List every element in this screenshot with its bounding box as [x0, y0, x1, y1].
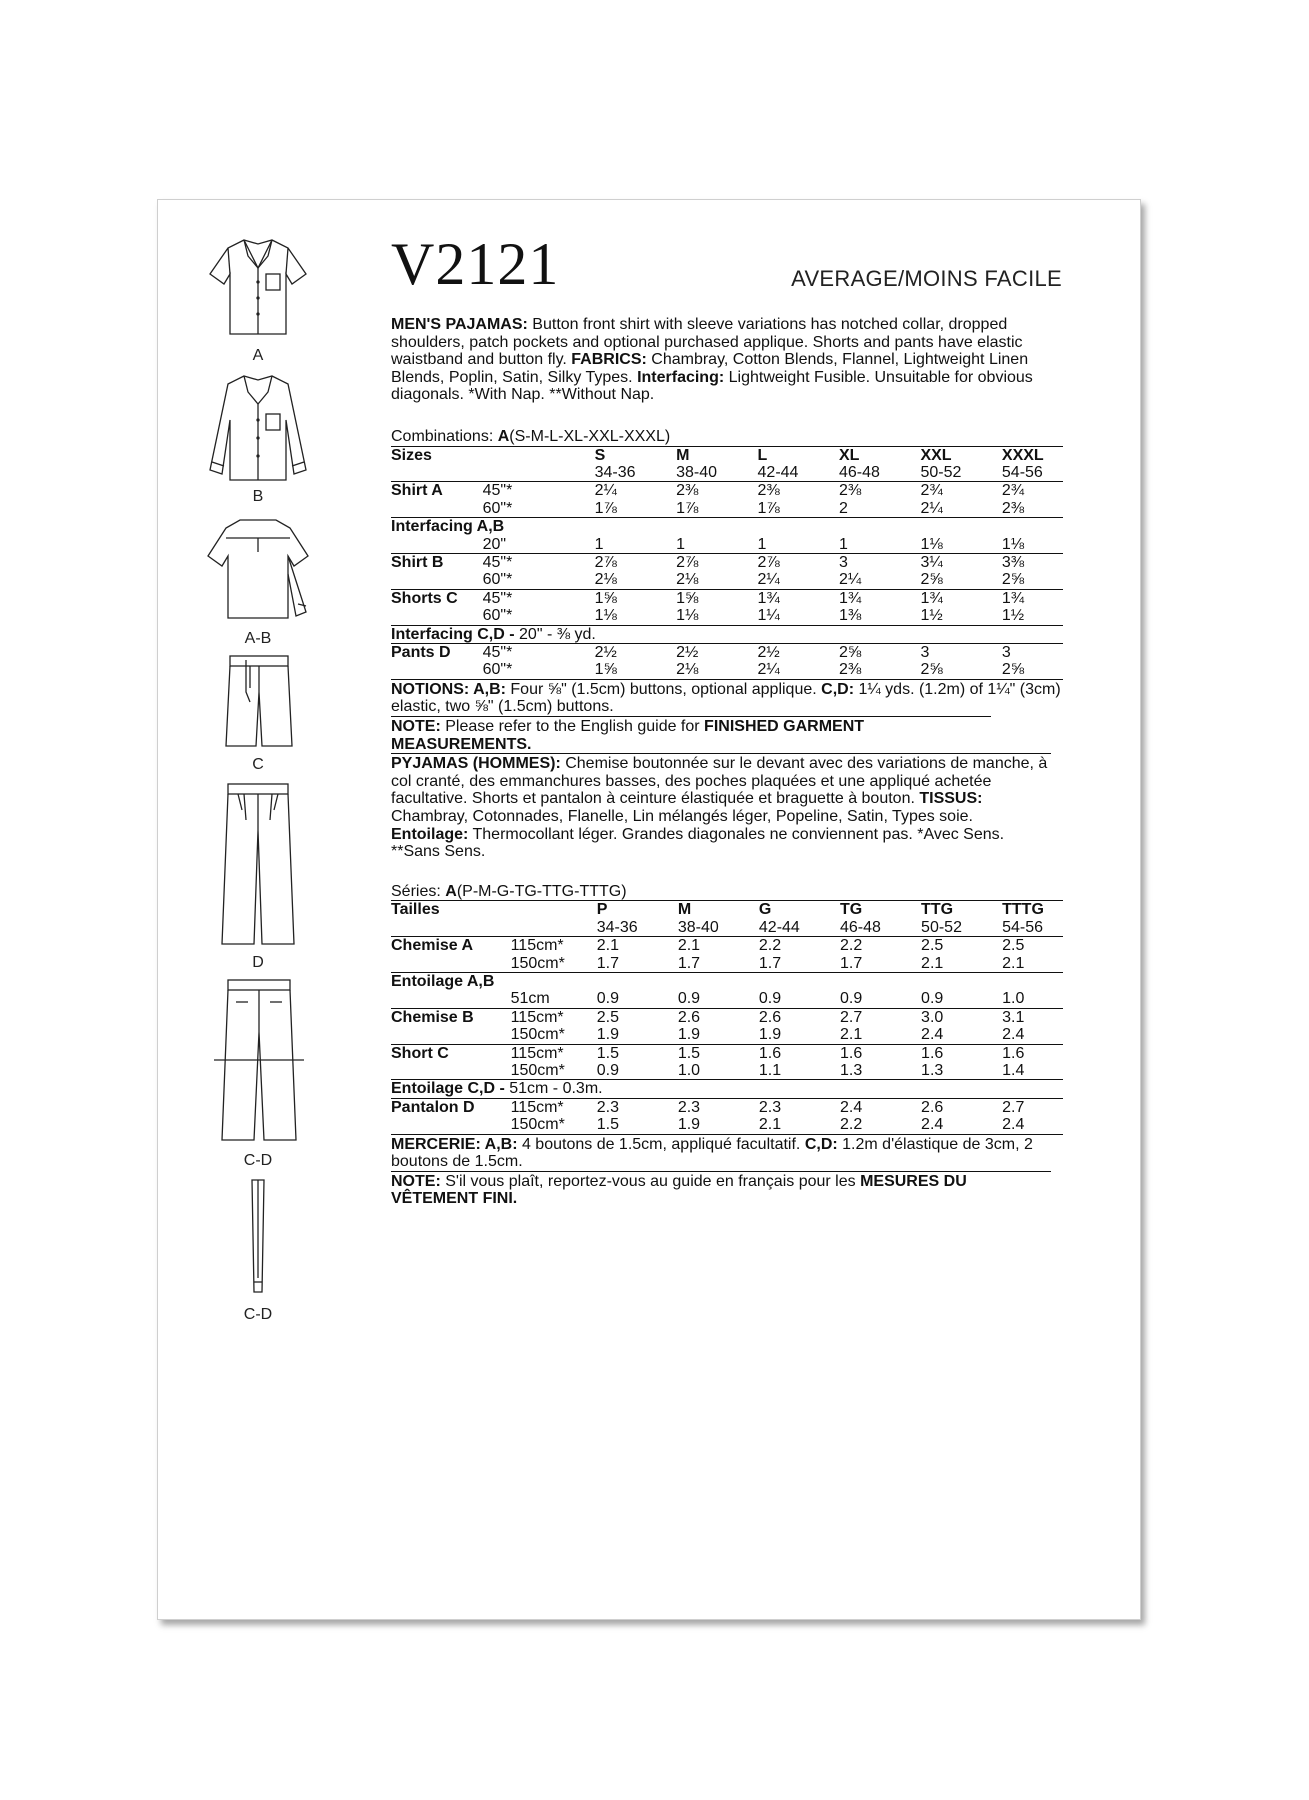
- interfacing-text: Lightweight Fusible. Unsuitable for obvious diagonals. *With Nap. **Without Nap.: [391, 368, 1033, 404]
- combo-sizes: (S-M-L-XL-XXL-XXXL): [509, 427, 671, 445]
- row-label: Chemise B: [391, 1008, 511, 1026]
- yardage-value: 1⅛: [594, 607, 617, 625]
- table-row: [391, 518, 1063, 536]
- yardage-value: 2: [838, 499, 848, 517]
- yardage-value: 2.4: [921, 1026, 944, 1044]
- yardage-value: 1.0: [677, 1062, 701, 1080]
- yardage-value: 2.3: [597, 1098, 678, 1116]
- yardage-value: 2¼: [757, 661, 780, 679]
- table-row: [391, 973, 1063, 991]
- fr-note-text: S'il vous plaît, reportez-vous au guide en français pour les: [440, 1172, 861, 1190]
- fr-notions-cd-text: 1.2m d'élastique de 3cm, 2 boutons de 1.5cm.: [391, 1135, 1033, 1171]
- note-lead: NOTE:: [391, 718, 441, 736]
- table-row: [391, 644, 1063, 662]
- yardage-value: 1: [757, 535, 767, 553]
- yardage-value: 2⅝: [920, 571, 943, 589]
- fabric-width: 115cm*: [511, 937, 597, 955]
- yardage-value: 1.7: [839, 954, 863, 972]
- yardage-value: 2⅛: [594, 571, 617, 589]
- yardage-value: 2.7: [840, 1008, 921, 1026]
- yardage-value: 1⅝: [676, 589, 757, 607]
- series-letter: A: [445, 882, 457, 900]
- fabric-width: 45"*: [483, 644, 595, 662]
- yardage-value: 1¾: [1002, 589, 1063, 607]
- fabric-width: 150cm*: [510, 1026, 565, 1044]
- yardage-value: 1.7: [758, 954, 782, 972]
- yardage-value: 1½: [920, 607, 943, 625]
- notions-cd-text: 1¼ yds. (1.2m) of 1¼" (3cm) elastic, two ⅝" (1.5cm) buttons.: [391, 680, 1061, 716]
- table-row: [391, 1026, 1063, 1044]
- yardage-value: 3¼: [920, 554, 1001, 572]
- yardage-value: 2⅝: [920, 661, 943, 679]
- yardage-value: 1.9: [677, 1026, 701, 1044]
- yardage-value: 2.1: [597, 937, 678, 955]
- size-code: TTG: [921, 901, 954, 919]
- french-description: [391, 753, 1051, 861]
- size-range: 46-48: [838, 463, 880, 481]
- row-label: Interfacing C,D -: [391, 625, 520, 643]
- yardage-value: 2.4: [921, 1116, 944, 1134]
- tailles-header: Tailles: [391, 901, 511, 919]
- size-range: 50-52: [921, 918, 962, 936]
- yardage-value: 1⅛: [676, 607, 699, 625]
- yardage-value: 2.6: [921, 1098, 1002, 1116]
- fabric-width: 60"*: [482, 571, 513, 589]
- table-row: [391, 661, 1063, 678]
- yardage-value: 2½: [758, 644, 839, 662]
- figure-label-a-b: A-B: [244, 630, 272, 647]
- yardage-value: 1.4: [1002, 1062, 1025, 1080]
- table-row: [391, 464, 1063, 482]
- yardage-value: 2¼: [595, 482, 676, 500]
- fabric-width: 60"*: [482, 661, 513, 679]
- fr-notions-text: 4 boutons de 1.5cm, appliqué facultatif.: [517, 1135, 805, 1153]
- yardage-value: 2.4: [1002, 1026, 1025, 1044]
- table-row: [391, 446, 1063, 464]
- row-label: Interfacing A,B: [391, 518, 1063, 536]
- table-row: [391, 482, 1063, 500]
- fabric-width: 60"*: [482, 499, 513, 517]
- fabric-width: 115cm*: [511, 1098, 597, 1116]
- yardage-value: 2⅛: [676, 571, 699, 589]
- yardage-value: 1⅞: [676, 499, 699, 517]
- size-range: 42-44: [758, 918, 800, 936]
- yardage-value: 1: [838, 535, 848, 553]
- series-prefix: Séries:: [391, 882, 446, 900]
- table-row: [391, 901, 1063, 919]
- yardage-value: 2.1: [758, 1116, 782, 1134]
- row-text: 20" - ⅜ yd.: [519, 625, 596, 643]
- row-label: Chemise A: [391, 937, 511, 955]
- fabric-width: 45"*: [483, 482, 595, 500]
- yardage-value: 2.7: [1002, 1098, 1063, 1116]
- fabric-width: 150cm*: [510, 1116, 565, 1134]
- yardage-value: 2.4: [1002, 1116, 1025, 1134]
- sizes-header: Sizes: [391, 446, 483, 464]
- row-label: Short C: [391, 1044, 511, 1062]
- size-code: XL: [838, 446, 860, 464]
- english-notions: [391, 679, 1063, 716]
- fr-note-bold: MESURES DU VÊTEMENT FINI.: [391, 1172, 967, 1208]
- size-range: 34-36: [594, 463, 636, 481]
- yardage-value: 0.9: [596, 1062, 619, 1080]
- yardage-value: 2⅛: [676, 661, 699, 679]
- figure-label-c-d: C-D: [243, 1152, 273, 1169]
- yardage-value: 2¼: [838, 571, 862, 589]
- yardage-value: 2⅜: [1001, 499, 1025, 517]
- yardage-value: 3.0: [921, 1008, 1002, 1026]
- table-row: [391, 919, 1063, 937]
- yardage-value: 1.3: [839, 1062, 863, 1080]
- size-code: XXXL: [1001, 446, 1044, 464]
- figure-label-a: A: [252, 347, 264, 364]
- yardage-value: 2.2: [840, 937, 921, 955]
- yardage-value: 1.6: [921, 1044, 1002, 1062]
- fr-desc-text: Chemise boutonnée sur le devant avec des variations de manche, à col cranté, des emmanchures basses, des poches plaquées et une appliqué achetée facultative. Shorts et pantalon à ceinture élastiquée et braguette à bouton.: [391, 755, 1048, 808]
- row-label: Entoilage C,D -: [391, 1080, 510, 1098]
- yardage-value: 1⅛: [1001, 535, 1025, 553]
- row-label: Pants D: [391, 644, 483, 662]
- pattern-envelope-back: [157, 199, 1141, 1620]
- english-description: [391, 316, 1063, 404]
- yardage-value: 2⅝: [1001, 661, 1025, 679]
- yardage-value: 2⅜: [838, 661, 862, 679]
- size-range: 46-48: [839, 918, 881, 936]
- size-code: XXL: [920, 446, 952, 464]
- size-code: TG: [839, 901, 863, 919]
- size-range: 54-56: [1002, 918, 1044, 936]
- yardage-value: 1¾: [920, 589, 1001, 607]
- yardage-value: 0.9: [758, 990, 782, 1008]
- yardage-table-english: [391, 446, 1063, 679]
- row-label: Pantalon D: [391, 1098, 511, 1116]
- fabric-width: 60"*: [482, 607, 513, 625]
- row-label: Shirt A: [391, 482, 483, 500]
- difficulty-level: AVERAGE/MOINS FACILE: [791, 266, 1062, 291]
- yardage-value: 1.9: [677, 1116, 701, 1134]
- yardage-value: 0.9: [839, 990, 863, 1008]
- yardage-value: 2⅜: [676, 482, 757, 500]
- fabric-width: 45"*: [483, 554, 595, 572]
- waistband-tie-icon: [246, 1178, 270, 1298]
- yardage-value: 2⅜: [839, 482, 920, 500]
- row-label: Entoilage A,B: [391, 973, 1063, 991]
- row-text: 51cm - 0.3m.: [509, 1080, 603, 1098]
- yardage-value: 3: [839, 554, 920, 572]
- yardage-value: 1.5: [597, 1044, 678, 1062]
- fabric-width: 150cm*: [510, 1062, 565, 1080]
- table-row: [391, 554, 1063, 572]
- combo-letter: A: [497, 427, 510, 445]
- fr-fabrics-text: Chambray, Cotonnades, Flanelle, Lin mélangés léger, Popeline, Satin, Types soie.: [391, 808, 973, 825]
- yardage-value: 1⅝: [594, 661, 617, 679]
- yardage-value: 1.9: [596, 1026, 619, 1044]
- shirt-back-icon: [202, 512, 314, 628]
- pants-back-icon: [214, 976, 304, 1146]
- yardage-value: 1½: [1001, 607, 1025, 625]
- fabric-width: 20": [482, 535, 507, 553]
- fabrics-lead: FABRICS:: [571, 351, 647, 369]
- size-code: M: [676, 446, 690, 464]
- yardage-value: 1.7: [677, 954, 701, 972]
- yardage-value: 3.1: [1002, 1008, 1063, 1026]
- size-code: L: [757, 446, 768, 464]
- fr-desc-lead: PYJAMAS (HOMMES):: [391, 755, 561, 773]
- pants-front-icon: [220, 780, 296, 950]
- size-range: 54-56: [1001, 463, 1043, 481]
- table-row: [391, 607, 1063, 625]
- size-code: G: [758, 901, 772, 919]
- size-code: S: [594, 446, 606, 464]
- long-sleeve-shirt-front-icon: [202, 370, 314, 486]
- yardage-value: 3: [920, 644, 1001, 662]
- figure-label-d: D: [252, 954, 264, 971]
- fr-note-lead: NOTE:: [391, 1172, 441, 1190]
- fabric-width: 150cm*: [510, 954, 565, 972]
- yardage-value: 1.6: [1002, 1044, 1063, 1062]
- yardage-value: 2¼: [920, 499, 943, 517]
- combo-prefix: Combinations:: [391, 427, 498, 445]
- yardage-value: 2.6: [678, 1008, 759, 1026]
- yardage-value: 0.9: [921, 990, 944, 1008]
- french-note: [391, 1171, 1051, 1208]
- table-row: [391, 500, 1063, 518]
- yardage-value: 2.1: [921, 954, 944, 972]
- size-range: 50-52: [920, 463, 962, 481]
- yardage-value: 1¾: [839, 589, 920, 607]
- yardage-value: 1¼: [757, 607, 780, 625]
- pattern-number: V2121: [391, 231, 560, 297]
- size-code: M: [677, 901, 692, 919]
- table-row: [391, 955, 1063, 973]
- yardage-value: 2½: [595, 644, 676, 662]
- notions-lead: NOTIONS: A,B:: [391, 680, 506, 698]
- yardage-value: 2.1: [839, 1026, 863, 1044]
- fr-notions-cd-lead: C,D:: [804, 1135, 838, 1153]
- yardage-value: 1.3: [921, 1062, 944, 1080]
- yardage-value: 1.6: [840, 1044, 921, 1062]
- yardage-value: 1⅜: [838, 607, 862, 625]
- row-label: Shorts C: [391, 589, 483, 607]
- yardage-value: 3⅜: [1002, 554, 1063, 572]
- yardage-value: 1.5: [596, 1116, 619, 1134]
- size-code: TTTG: [1002, 901, 1044, 919]
- table-row: [391, 1116, 1063, 1133]
- notions-text: Four ⅝" (1.5cm) buttons, optional applique.: [505, 680, 822, 698]
- fr-fabrics-lead: TISSUS:: [919, 790, 983, 808]
- table-row: [391, 589, 1063, 607]
- table-row: [391, 536, 1063, 554]
- pattern-details: [391, 316, 1063, 1208]
- yardage-value: 2.2: [839, 1116, 863, 1134]
- yardage-value: 2¾: [920, 482, 1001, 500]
- fr-interfacing-text: Thermocollant léger. Grandes diagonales ne conviennent pas. *Avec Sens. **Sans Sens.: [391, 825, 1005, 861]
- note-text: Please refer to the English guide for: [440, 718, 705, 736]
- yardage-value: 1.7: [596, 954, 619, 972]
- yardage-table-french: [391, 900, 1063, 1133]
- series-line: [391, 883, 1063, 901]
- row-label: Shirt B: [391, 554, 483, 572]
- figure-label-b: B: [252, 488, 264, 505]
- yardage-value: 1⅛: [920, 535, 943, 553]
- figure-label-c-d-tie: C-D: [243, 1306, 273, 1323]
- note-bold: FINISHED GARMENT MEASUREMENTS.: [391, 718, 865, 753]
- fabrics-text: Chambray, Cotton Blends, Flannel, Lightweight Linen Blends, Poplin, Satin, Silky Types.: [391, 351, 1029, 386]
- yardage-value: 2⅝: [1001, 571, 1025, 589]
- series-sizes: (P-M-G-TG-TTG-TTTG): [456, 882, 627, 900]
- table-row: [391, 1062, 1063, 1080]
- table-row: [391, 571, 1063, 589]
- yardage-value: 2.3: [759, 1098, 840, 1116]
- table-row: [391, 1098, 1063, 1116]
- technical-drawings: [158, 200, 358, 1619]
- yardage-value: 1⅝: [595, 589, 676, 607]
- yardage-value: 3: [1002, 644, 1063, 662]
- yardage-value: 2.5: [597, 1008, 678, 1026]
- size-range: 34-36: [596, 918, 638, 936]
- table-row: [391, 990, 1063, 1008]
- table-row: [391, 937, 1063, 955]
- yardage-value: 2⅞: [595, 554, 676, 572]
- table-row: [391, 1008, 1063, 1026]
- yardage-value: 2¼: [757, 571, 780, 589]
- yardage-value: 1.9: [758, 1026, 782, 1044]
- french-notions: [391, 1134, 1063, 1171]
- fabric-width: 51cm: [510, 990, 550, 1008]
- yardage-value: 2⅜: [758, 482, 839, 500]
- fabric-width: 115cm*: [511, 1044, 597, 1062]
- yardage-value: 2½: [676, 644, 757, 662]
- yardage-value: 2⅞: [758, 554, 839, 572]
- shorts-icon: [224, 652, 294, 752]
- figure-label-c: C: [252, 756, 264, 773]
- yardage-value: 2⅞: [676, 554, 757, 572]
- size-range: 42-44: [757, 463, 799, 481]
- yardage-value: 1: [594, 535, 604, 553]
- english-note: [391, 716, 991, 753]
- short-sleeve-shirt-front-icon: [206, 234, 310, 338]
- size-range: 38-40: [676, 463, 717, 481]
- combinations-line: [391, 428, 1063, 446]
- yardage-value: 2.2: [759, 937, 840, 955]
- interfacing-lead: Interfacing:: [637, 368, 725, 386]
- table-row: [391, 1080, 1063, 1098]
- yardage-value: 2.1: [1002, 954, 1025, 972]
- yardage-value: 2.6: [759, 1008, 840, 1026]
- fr-interfacing-lead: Entoilage:: [391, 825, 469, 843]
- desc-lead: MEN'S PAJAMAS:: [391, 316, 528, 333]
- yardage-value: 1⅞: [594, 499, 617, 517]
- yardage-value: 1.1: [758, 1062, 782, 1080]
- table-row: [391, 1044, 1063, 1062]
- yardage-value: 1.0: [1002, 990, 1025, 1008]
- notions-cd-lead: C,D:: [821, 680, 855, 698]
- yardage-value: 2⅝: [839, 644, 920, 662]
- yardage-value: 2.3: [678, 1098, 759, 1116]
- fr-notions-lead: MERCERIE: A,B:: [391, 1135, 518, 1153]
- yardage-value: 2.4: [840, 1098, 921, 1116]
- yardage-value: 1.5: [678, 1044, 759, 1062]
- yardage-value: 2.5: [1002, 937, 1063, 955]
- yardage-value: 2.1: [678, 937, 759, 955]
- yardage-value: 1⅞: [757, 499, 780, 517]
- yardage-value: 1: [676, 535, 685, 553]
- yardage-value: 1.6: [759, 1044, 840, 1062]
- yardage-value: 1¾: [758, 589, 839, 607]
- desc-text: Button front shirt with sleeve variations has notched collar, dropped shoulders, patch pockets and optional purchased applique. Shorts and pants have elastic waistband and button fly.: [391, 316, 1023, 369]
- fabric-width: 115cm*: [511, 1008, 597, 1026]
- yardage-value: 2.5: [921, 937, 1002, 955]
- yardage-value: 0.9: [677, 990, 701, 1008]
- fabric-width: 45"*: [483, 589, 595, 607]
- table-row: [391, 625, 1063, 643]
- yardage-value: 0.9: [596, 990, 619, 1008]
- yardage-value: 2¾: [1002, 482, 1063, 500]
- size-code: P: [596, 901, 608, 919]
- size-range: 38-40: [677, 918, 719, 936]
